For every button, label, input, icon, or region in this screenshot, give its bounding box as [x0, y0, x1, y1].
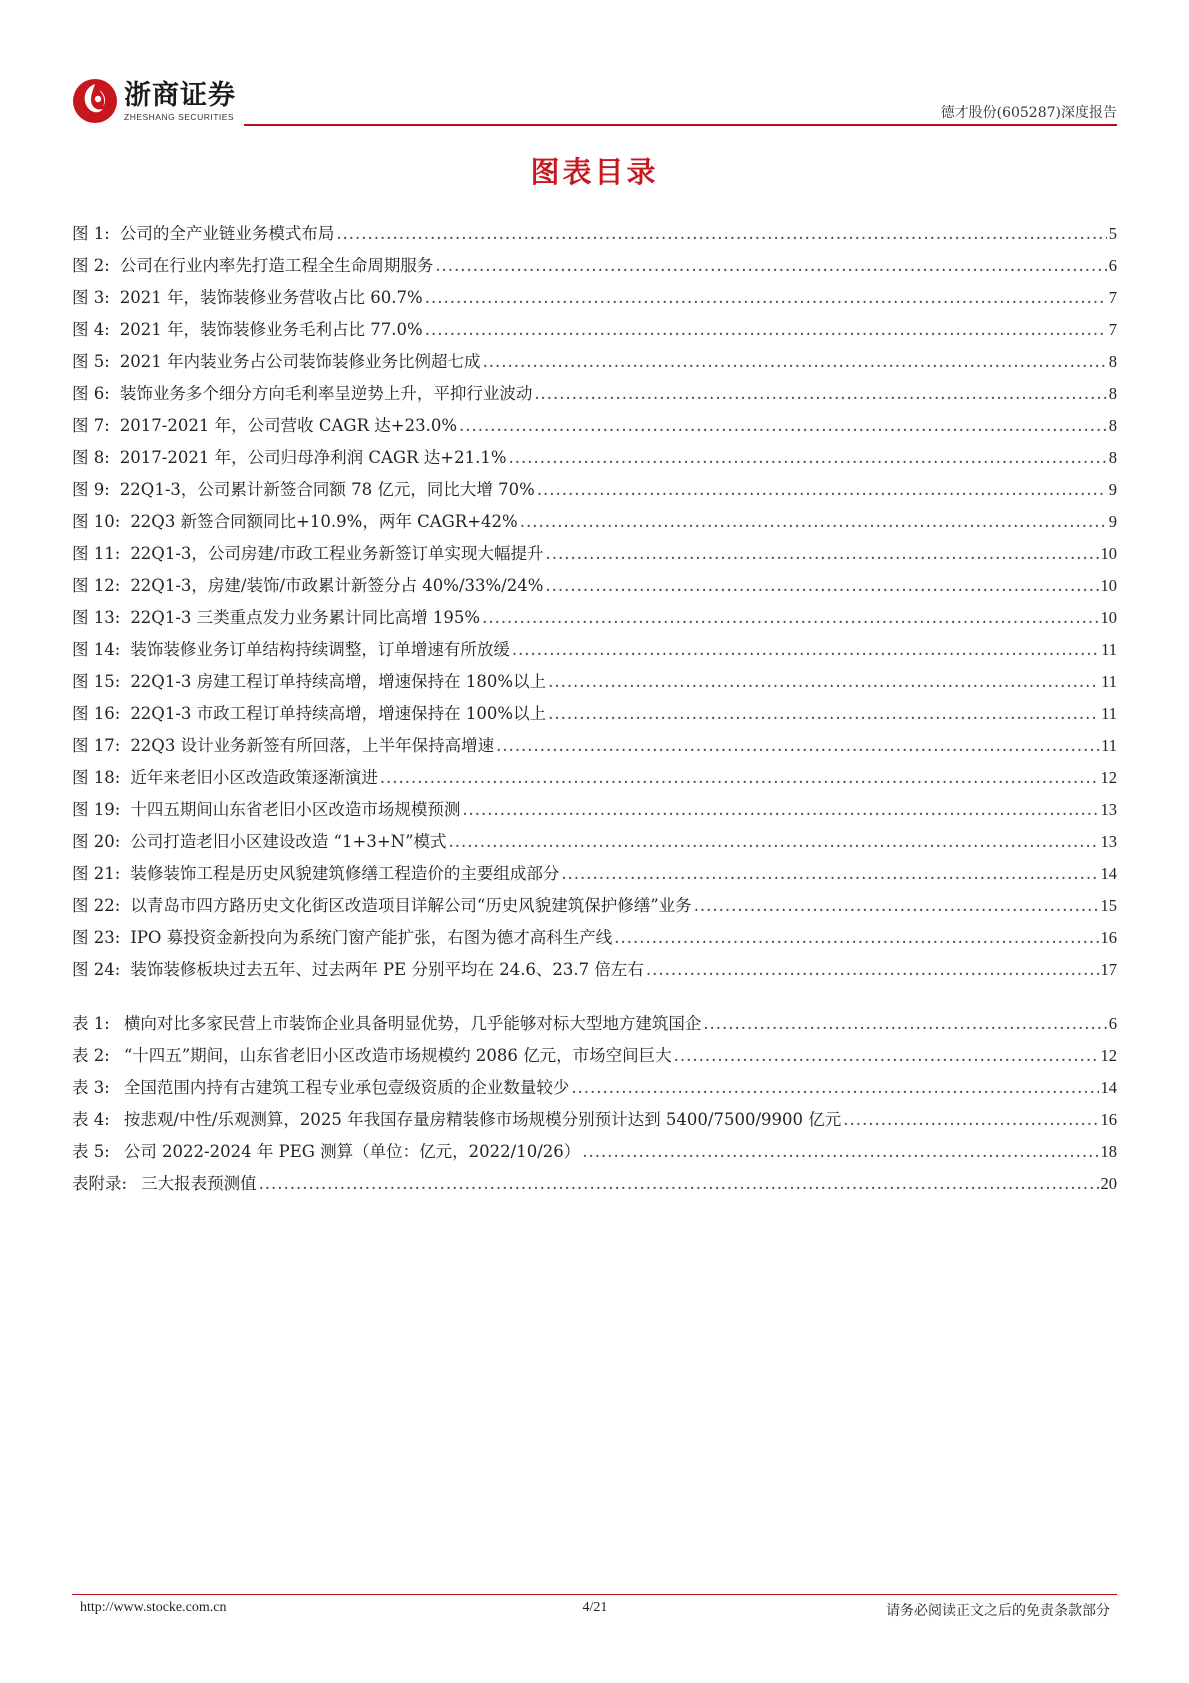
entry-label: 图 9:: [72, 480, 110, 499]
page-header: [72, 72, 1117, 130]
entry-label: 表 4:: [72, 1110, 110, 1129]
dot-leader: [425, 314, 1107, 346]
dot-leader: [259, 1168, 1099, 1200]
logo-english-name: ZHESHANG SECURITIES: [124, 111, 235, 122]
figure-entry[interactable]: [72, 602, 1117, 634]
entry-page-number: 11: [1101, 640, 1117, 659]
entry-title: 公司的全产业链业务模式布局: [119, 224, 335, 243]
entry-title: 22Q1-3 房建工程订单持续高增，增速保持在 180%以上: [130, 672, 547, 691]
dot-leader: [614, 922, 1098, 954]
figure-entry[interactable]: [72, 218, 1117, 250]
footer-url-link[interactable]: http://www.stocke.com.cn: [80, 1600, 227, 1615]
entry-title: 22Q3 设计业务新签有所回落，上半年保持高增速: [130, 736, 495, 755]
page-number: 4/21: [582, 1600, 608, 1615]
figure-entry[interactable]: [72, 922, 1117, 954]
figure-entry[interactable]: [72, 794, 1117, 826]
figure-entry[interactable]: [72, 698, 1117, 730]
table-entry[interactable]: [72, 1072, 1117, 1104]
entry-title: 2017-2021 年，公司归母净利润 CAGR 达+21.1%: [119, 448, 507, 467]
entry-page-number: 14: [1100, 864, 1117, 883]
entry-page-number: 16: [1100, 928, 1117, 947]
table-entry[interactable]: [72, 1168, 1117, 1200]
dot-leader: [646, 954, 1099, 986]
dot-leader: [520, 506, 1107, 538]
entry-title: 装饰装修业务订单结构持续调整，订单增速有所放缓: [130, 640, 510, 659]
figure-entry[interactable]: [72, 282, 1117, 314]
entry-title: 公司在行业内率先打造工程全生命周期服务: [119, 256, 434, 275]
entry-title: 22Q1-3，公司房建/市政工程业务新签订单实现大幅提升: [130, 544, 544, 563]
dot-leader: [462, 794, 1098, 826]
entry-label: 图 11:: [72, 544, 121, 563]
dot-leader: [582, 1136, 1098, 1168]
dot-leader: [512, 634, 1099, 666]
entry-page-number: 18: [1100, 1142, 1117, 1161]
entry-label: 图 5:: [72, 352, 110, 371]
entry-title: 22Q3 新签合同额同比+10.9%，两年 CAGR+42%: [130, 512, 518, 531]
entry-title: 三大报表预测值: [141, 1174, 257, 1193]
entry-label: 图 3:: [72, 288, 110, 307]
figure-entry[interactable]: [72, 570, 1117, 602]
entry-title: 以青岛市四方路历史文化街区改造项目详解公司“历史风貌建筑保护修缮”业务: [130, 896, 692, 915]
entry-label: 图 16:: [72, 704, 121, 723]
entry-label: 图 13:: [72, 608, 121, 627]
entry-title: 装修装饰工程是历史风貌建筑修缮工程造价的主要组成部分: [130, 864, 560, 883]
entry-label: 图 8:: [72, 448, 110, 467]
entry-page-number: 20: [1100, 1174, 1117, 1193]
dot-leader: [482, 602, 1098, 634]
dot-leader: [380, 762, 1099, 794]
entry-label: 表 2:: [72, 1046, 110, 1065]
dot-leader: [545, 538, 1098, 570]
entry-page-number: 6: [1108, 256, 1117, 275]
table-entry[interactable]: [72, 1104, 1117, 1136]
figure-entry[interactable]: [72, 890, 1117, 922]
entry-page-number: 8: [1108, 352, 1117, 371]
entry-label: 图 2:: [72, 256, 110, 275]
entry-page-number: 7: [1108, 320, 1117, 339]
figure-list: [72, 218, 1117, 986]
disclaimer-note: 请务必阅读正文之后的免责条款部分: [886, 1603, 1110, 1619]
entry-page-number: 8: [1108, 448, 1117, 467]
entry-title: 装饰装修板块过去五年、过去两年 PE 分别平均在 24.6、23.7 倍左右: [130, 960, 644, 979]
entry-label: 表 3:: [72, 1078, 110, 1097]
figure-entry[interactable]: [72, 634, 1117, 666]
entry-page-number: 12: [1100, 1046, 1117, 1065]
figure-entry[interactable]: [72, 410, 1117, 442]
entry-page-number: 8: [1108, 416, 1117, 435]
figure-entry[interactable]: [72, 762, 1117, 794]
dot-leader: [496, 730, 1099, 762]
dot-leader: [843, 1104, 1098, 1136]
entry-label: 图 15:: [72, 672, 121, 691]
zheshang-logo-icon: [72, 78, 118, 124]
figure-entry[interactable]: [72, 378, 1117, 410]
header-divider: [244, 124, 1117, 126]
figure-entry[interactable]: [72, 346, 1117, 378]
dot-leader: [449, 826, 1099, 858]
report-title: 德才股份(605287)深度报告: [940, 105, 1117, 121]
dot-leader: [548, 698, 1099, 730]
figure-entry[interactable]: [72, 506, 1117, 538]
entry-page-number: 16: [1100, 1110, 1117, 1129]
entry-label: 表 5:: [72, 1142, 110, 1161]
figure-entry[interactable]: [72, 730, 1117, 762]
entry-page-number: 11: [1101, 704, 1117, 723]
table-list: [72, 1008, 1117, 1200]
section-gap: [72, 986, 1117, 1008]
entry-label: 图 4:: [72, 320, 110, 339]
entry-label: 图 23:: [72, 928, 121, 947]
entry-page-number: 6: [1108, 1014, 1117, 1033]
entry-label: 表附录:: [72, 1174, 128, 1193]
dot-leader: [548, 666, 1099, 698]
entry-label: 图 10:: [72, 512, 121, 531]
dot-leader: [537, 474, 1107, 506]
entry-page-number: 7: [1108, 288, 1117, 307]
entry-title: IPO 募投资金新投向为系统门窗产能扩张，右图为德才高科生产线: [130, 928, 613, 947]
entry-title: 近年来老旧小区改造政策逐渐演进: [130, 768, 378, 787]
entry-label: 图 18:: [72, 768, 121, 787]
table-entry[interactable]: [72, 1008, 1117, 1040]
entry-title: 22Q1-3 三类重点发力业务累计同比高增 195%: [130, 608, 481, 627]
entry-page-number: 10: [1100, 608, 1117, 627]
dot-leader: [545, 570, 1098, 602]
figure-entry[interactable]: [72, 826, 1117, 858]
entry-page-number: 9: [1108, 480, 1117, 499]
entry-label: 图 24:: [72, 960, 121, 979]
entry-page-number: 17: [1100, 960, 1117, 979]
figure-entry[interactable]: [72, 250, 1117, 282]
dot-leader: [534, 378, 1106, 410]
entry-title: 装饰业务多个细分方向毛利率呈逆势上升，平抑行业波动: [119, 384, 533, 403]
dot-leader: [509, 442, 1107, 474]
figure-entry[interactable]: [72, 858, 1117, 890]
entry-label: 图 1:: [72, 224, 110, 243]
table-of-contents: [72, 218, 1117, 1200]
entry-label: 图 17:: [72, 736, 121, 755]
entry-page-number: 10: [1100, 544, 1117, 563]
entry-label: 图 19:: [72, 800, 121, 819]
footer-divider: [72, 1594, 1117, 1595]
entry-title: 2021 年，装饰装修业务毛利占比 77.0%: [119, 320, 423, 339]
entry-label: 图 21:: [72, 864, 121, 883]
dot-leader: [674, 1040, 1099, 1072]
figure-entry[interactable]: [72, 474, 1117, 506]
entry-label: 表 1:: [72, 1014, 110, 1033]
entry-page-number: 11: [1101, 736, 1117, 755]
entry-label: 图 22:: [72, 896, 121, 915]
dot-leader: [336, 218, 1106, 250]
page-title: 图表目录: [530, 155, 659, 189]
entry-page-number: 9: [1108, 512, 1117, 531]
dot-leader: [459, 410, 1107, 442]
entry-label: 图 7:: [72, 416, 110, 435]
entry-label: 图 12:: [72, 576, 121, 595]
dot-leader: [425, 282, 1107, 314]
entry-label: 图 20:: [72, 832, 121, 851]
dot-leader: [694, 890, 1099, 922]
entry-page-number: 8: [1108, 384, 1117, 403]
entry-title: 2017-2021 年，公司营收 CAGR 达+23.0%: [119, 416, 457, 435]
entry-page-number: 10: [1100, 576, 1117, 595]
entry-title: 22Q1-3，公司累计新签合同额 78 亿元，同比大增 70%: [119, 480, 535, 499]
figure-entry[interactable]: [72, 538, 1117, 570]
entry-page-number: 11: [1101, 672, 1117, 691]
table-entry[interactable]: [72, 1136, 1117, 1168]
entry-title: 22Q1-3 市政工程订单持续高增，增速保持在 100%以上: [130, 704, 547, 723]
entry-title: 2021 年，装饰装修业务营收占比 60.7%: [119, 288, 423, 307]
figure-entry[interactable]: [72, 666, 1117, 698]
dot-leader: [561, 858, 1098, 890]
company-logo: [72, 78, 236, 124]
entry-page-number: 5: [1108, 224, 1117, 243]
dot-leader: [483, 346, 1107, 378]
dot-leader: [571, 1072, 1098, 1104]
table-entry[interactable]: [72, 1040, 1117, 1072]
entry-title: 全国范围内持有古建筑工程专业承包壹级资质的企业数量较少: [123, 1078, 570, 1097]
entry-label: 图 14:: [72, 640, 121, 659]
entry-title: 2021 年内装业务占公司装饰装修业务比例超七成: [119, 352, 481, 371]
dot-leader: [435, 250, 1106, 282]
entry-page-number: 12: [1100, 768, 1117, 787]
entry-title: 22Q1-3，房建/装饰/市政累计新签分占 40%/33%/24%: [130, 576, 544, 595]
entry-title: 横向对比多家民营上市装饰企业具备明显优势，几乎能够对标大型地方建筑国企: [123, 1014, 702, 1033]
figure-entry[interactable]: [72, 314, 1117, 346]
entry-title: 十四五期间山东省老旧小区改造市场规模预测: [130, 800, 461, 819]
entry-title: “十四五”期间，山东省老旧小区改造市场规模约 2086 亿元，市场空间巨大: [123, 1046, 672, 1065]
entry-title: 公司打造老旧小区建设改造 “1+3+N”模式: [130, 832, 447, 851]
entry-page-number: 13: [1100, 832, 1117, 851]
figure-entry[interactable]: [72, 442, 1117, 474]
entry-title: 公司 2022-2024 年 PEG 测算（单位：亿元，2022/10/26）: [123, 1142, 581, 1161]
figure-entry[interactable]: [72, 954, 1117, 986]
entry-page-number: 14: [1100, 1078, 1117, 1097]
entry-title: 按悲观/中性/乐观测算，2025 年我国存量房精装修市场规模分别预计达到 5400/7500/9900 亿元: [123, 1110, 842, 1129]
entry-page-number: 13: [1100, 800, 1117, 819]
logo-chinese-name: 浙商证券: [124, 79, 236, 111]
entry-label: 图 6:: [72, 384, 110, 403]
entry-page-number: 15: [1100, 896, 1117, 915]
dot-leader: [703, 1008, 1106, 1040]
